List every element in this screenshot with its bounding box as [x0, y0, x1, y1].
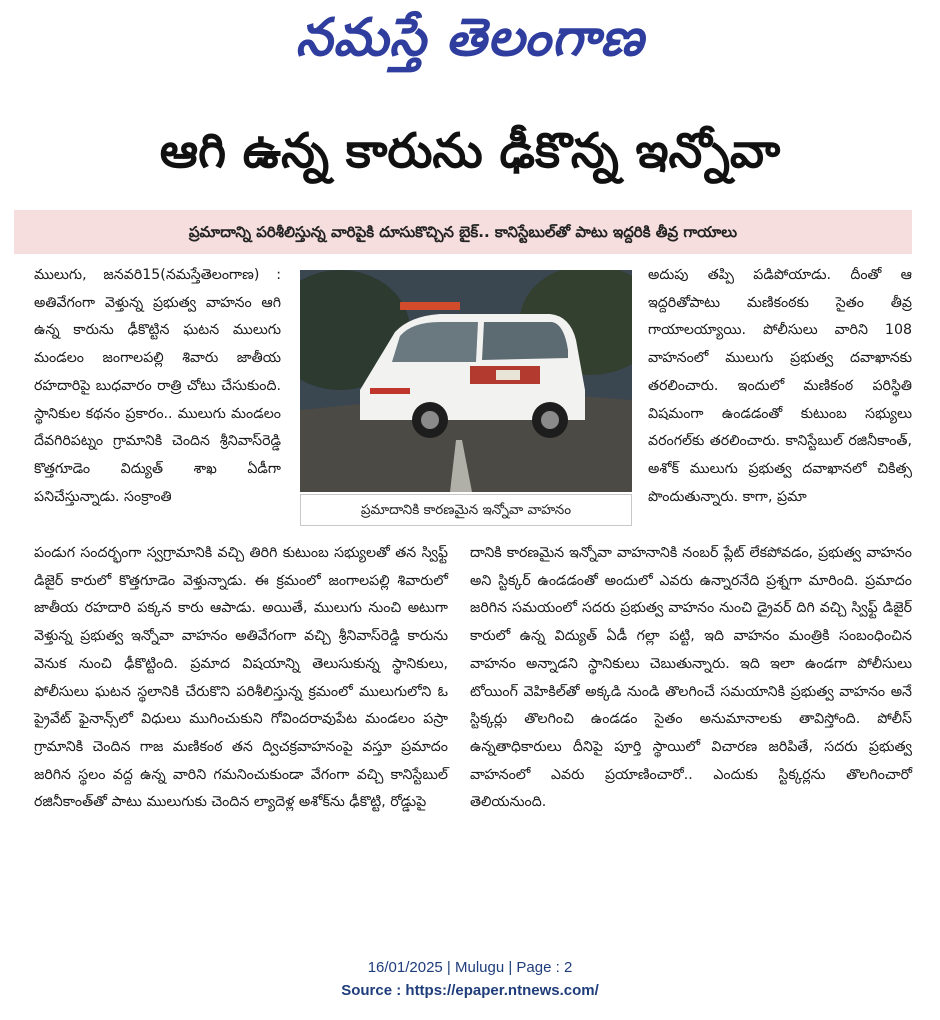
article-headline: ఆగి ఉన్న కారును ఢీకొన్న ఇన్నోవా	[159, 123, 781, 179]
article-column-right-bottom: దానికి కారణమైన ఇన్నోవా వాహనానికి నంబర్ ప్లేట్ లేకపోవడం, ప్రభుత్వ వాహనం అని స్టిక్కర్ ఉండడంతో అందులో ఎవరు ఉన్నారనేది ప్రశ్నగా మారింది. ప్రమాదం జరిగిన సమయంలో సదరు ప్రభుత్వ వాహనం నుంచి డ్రైవర్ దిగి వచ్చి స్విఫ్ట్ డిజైర్ కారులో ఉన్న విద్యుత్ ఏడీ గల్లా పట్టి, ఇది వాహనం మంత్రికి సంబంధించిన వాహనం అన్నాడని స్థానికులు చెబుతున్నారు. ఇది ఇలా ఉండగా పోలీసులు టోయింగ్ వెహికిల్‌తో అక్కడి నుండి తొలగించే సమయానికి ప్రభుత్వ వాహనం అనే స్టిక్కర్లు తొలగించి ఉండడం సైతం అనుమానాలకు తావిస్తోంది. పోలీస్ ఉన్నతాధికారులు దీనిపై పూర్తి స్థాయిలో విచారణ జరిపితే, సదరు ప్రభుత్వ వాహనంలో ఎవరు ప్రయాణించారో.. ఎందుకు స్టిక్కర్లను తొలగించారో తెలియనుంది.	[470, 545, 912, 811]
innova-car-photo	[300, 270, 632, 492]
article-subheadline	[14, 210, 912, 254]
article-column-left-top: ములుగు, జనవరి15(నమస్తేతెలంగాణ) : అతివేగంగా వెళ్తున్న ప్రభుత్వ వాహనం ఆగి ఉన్న కారును ఢీకొట్టిన ఘటన ములుగు మండలం జంగాలపల్లి శివారు జాతీయ రహదారిపై బుధవారం రాత్రి చోటు చేసుకుంది. స్థానికుల కథనం ప్రకారం.. ములుగు మండలం దేవగిరిపట్నం గ్రామానికి చెందిన శ్రీనివాస్‌రెడ్డి కొత్తగూడెం విద్యుత్ శాఖ ఏడీగా పనిచేస్తున్నాడు. సంక్రాంతి	[34, 267, 281, 505]
subheadline-text: ప్రమాదాన్ని పరిశీలిస్తున్న వారిపైకి దూసుకొచ్చిన బైక్.. కానిస్టేబుల్‌తో పాటు ఇద్దరికి తీవ్ర గాయాలు	[188, 223, 738, 241]
photo-caption: ప్రమాదానికి కారణమైన ఇన్నోవా వాహనం	[300, 494, 632, 526]
footer-source-link[interactable]: Source : https://epaper.ntnews.com/	[341, 982, 599, 999]
footer-edition-info: 16/01/2025 | Mulugu | Page : 2	[367, 959, 573, 976]
masthead	[0, 0, 940, 78]
article-column-right-top: అదుపు తప్పి పడిపోయాడు. దీంతో ఆ ఇద్దరితోపాటు మణికంఠకు సైతం తీవ్ర గాయాలయ్యాయి. పోలీసులు వారిని 108 వాహనంలో ములుగు ప్రభుత్వ దవాఖానకు తరలించారు. ఇందులో మణికంఠ పరిస్థితి విషమంగా ఉండడంతో కుటుంబ సభ్యులు వరంగల్‌కు తరలించారు. కానిస్టేబుల్ రజినీకాంత్, అశోక్ ములుగు ప్రభుత్వ దవాఖానలో చికిత్స పొందుతున్నారు. కాగా, ప్రమా	[648, 267, 912, 505]
masthead-title: నమస్తే తెలంగాణ	[295, 7, 645, 68]
article-photo	[300, 270, 632, 492]
article-column-left-bottom: పండుగ సందర్భంగా స్వగ్రామానికి వచ్చి తిరిగి కుటుంబ సభ్యులతో తన స్విఫ్ట్ డిజైర్ కారులో కొత్తగూడెం వెళ్తున్నాడు. ఈ క్రమంలో జంగాలపల్లి శివారులో జాతీయ రహదారి పక్కన కారు ఆపాడు. అయితే, ములుగు నుంచి అటుగా వెళ్తున్న ప్రభుత్వ ఇన్నోవా వాహనం అతివేగంగా వచ్చి శ్రీనివాస్‌రెడ్డి కారును వెనుక నుంచి ఢీకొట్టింది. ప్రమాద విషయాన్ని తెలుసుకున్న స్థానికులు, పోలీసులు ఘటన స్థలానికి చేరుకొని పరిశీలిస్తున్న క్రమంలో ములుగులోని ఓ ప్రైవేట్ ఫైనాన్స్‌లో విధులు ముగించుకుని గోవిందరావుపేట మండలం పస్రా గ్రామానికి చెందిన గాజ మణికంఠ తన ద్విచక్రవాహనంపై వస్తూ ప్రమాదం జరిగిన స్థలం వద్ద ఉన్న వారిని గమనించుకుండా వేగంగా వచ్చి కానిస్టేబుల్ రజినీకాంత్‌తో పాటు ములుగుకు చెందిన ల్యాదెళ్ల అశోక్‌ను ఢీకొట్టి, రోడ్డుపై	[34, 545, 448, 811]
